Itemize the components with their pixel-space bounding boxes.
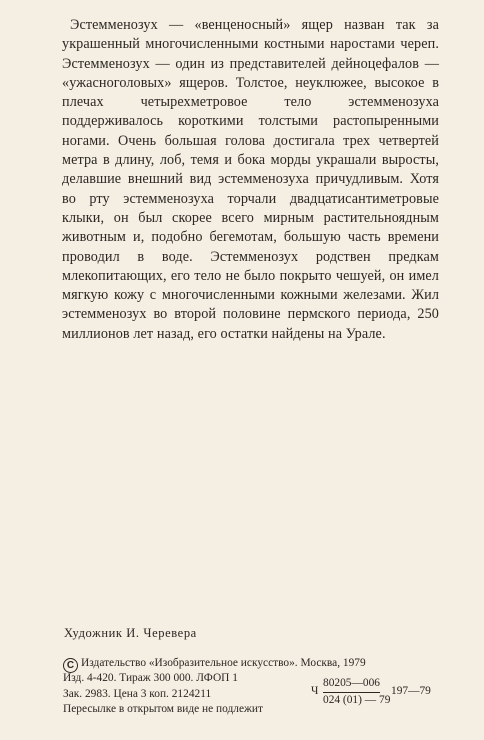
imprint-publisher-row xyxy=(63,656,443,671)
index-tail: 197—79 xyxy=(391,685,431,697)
index-prefix: Ч xyxy=(311,685,319,697)
copyright-icon: C xyxy=(63,658,78,673)
description-paragraph: Эстемменозух — «венценосный» ящер назван так за украшенный многочисленными костными наростами череп. Эстемменозух — один из представителей дейноцефалов — «ужасноголовых» ящеров. Толстое, неуклюжее, высокое в плечах четырехметровое тело эстемменозуха поддерживалось короткими толстыми растопыренными ногами. Очень большая голова достигала трех четвертей метра в длину, лоб, темя и бока морды украшали выросты, делавшие внешний вид эстемменозуха причудливым. Хотя во рту эстемменозуха торчали двадцатисантиметровые клыки, он был скорее всего мирным растительноядным животным и, подобно бегемотам, большую часть времени проводил в воде. Эстемменозух родствен предкам млекопитающих, его тело не было покрыто чешуей, он имел мягкую кожу с многочисленными кожными железами. Жил эстемменозух во второй половине пермского периода, 250 миллионов лет назад, его остатки найдены на Урале. xyxy=(62,17,439,342)
imprint-line-4: Пересылке в открытом виде не подлежит xyxy=(63,702,263,715)
artist-credit: Художник И. Черевера xyxy=(64,626,197,640)
imprint-line-3: Зак. 2983. Цена 3 коп. 2124211 xyxy=(63,687,212,700)
index-numerator: 80205—006 xyxy=(323,676,380,693)
imprint-line-2: Изд. 4-420. Тираж 300 000. ЛФОП 1 xyxy=(63,672,238,685)
imprint-block xyxy=(63,656,443,717)
publisher-line: Издательство «Изобразительное искусство». Москва, 1979 xyxy=(81,657,366,669)
description-text xyxy=(62,16,439,344)
index-denominator: 024 (01) — 79 xyxy=(323,694,391,706)
